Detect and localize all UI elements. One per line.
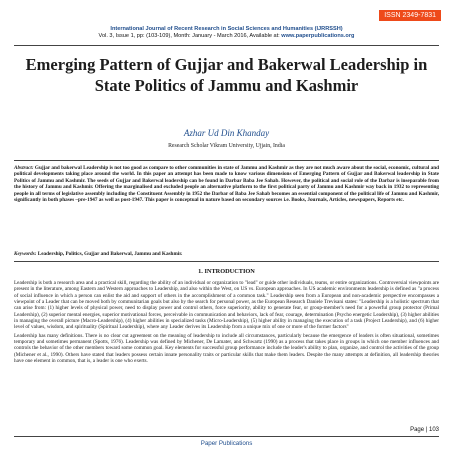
journal-header — [0, 26, 453, 40]
journal-volume-text: Vol. 3, Issue 1, pp: (103-109), Month: January - March 2016, Available at: — [98, 33, 280, 40]
journal-name: International Journal of Recent Research in Social Sciences and Humanities (IJRRSSH) — [110, 26, 343, 32]
keywords-text: Leadership, Politics, Gujjar and Bakerwal, Jammu and Kashmir. — [37, 251, 183, 257]
abstract — [14, 165, 439, 203]
footer-publisher: Paper Publications — [200, 440, 253, 447]
author-affiliation: Research Scholar Vikram University, Ujjain, India — [168, 143, 285, 149]
body-text — [14, 280, 439, 366]
footer-rule — [14, 436, 439, 437]
keywords-label: Keywords: — [14, 251, 37, 257]
abstract-label: Abstract: — [14, 165, 34, 171]
abstract-bottom-rule — [14, 261, 439, 262]
body-paragraph: Leadership is both a research area and a practical skill, regarding the ability of an individual or organization to "lead" or guide other individuals, teams, or entire organizations. Controversial viewpoints are present in the literature, among Eastern and Western approaches to Leadership, and also within the West, on US vs. European approaches. In US academic environments leadership is defined as "a process of social influence in which a person can enlist the aid and support of others in the accomplishment of a common task." Leadership seen from a European and non-academic perspective encompasses a viewpoint of a Leader that can be moved both by communitarian goals but also by the search for personal power, as the European Research Daniele Trevisani states: "Leadership is a holistic spectrum that can arise from: (1) higher levels of physical power, need to display power and control others, force superiority, ability to generate fear, or group-member's need for a powerful group protector (Primal Leadership), (2) superior mental energies, superior motivational forces, perceivable in communication and behaviors, lack of fear, courage, determination (Psycho energetic Leadership), (3) higher abilities in managing the overall picture (Macro-Leadership), (4) higher abilities in specialized tasks (Micro-Leadership), (5) higher ability in managing the execution of a task (Project Leadership), and (6) higher level of values, wisdom, and spirituality (Spiritual Leadership), where any Leader derives its Leadership from a unique mix of one or more of the former factors" — [14, 280, 439, 331]
body-paragraph: Leadership has many definitions. There is no clear cut agreement on the meaning of leadership to include all circumstances, particularly because the emergence of leaders is often situational, sometimes temporary and sometimes permanent (Spotts, 1976). Leadership was defined by Michener, De Lamater, and Schwartz (1990) as a process that takes place in groups in which one member influences and controls the behavior of the other members toward some common goal. Key elements for successful group performance include the leader's ability to plan, organize, and control the activities of the group (Michener et al., 1990). Others have stated that leaders possess certain innate personality traits or particular skills that make them leaders. Despite the many attempts at definition, all leadership theories have one element in common, that is, a leader is one who exerts. — [14, 332, 439, 365]
journal-url-link[interactable]: www.paperpublications.org — [281, 33, 355, 40]
paper-title: Emerging Pattern of Gujjar and Bakerwal Leadership in State Politics of Jammu and Kashmir — [25, 55, 428, 95]
abstract-text: Gujjar and bakerwal Leadership is not too good as compare to other communities in state of Jammu and Kashmir as they are not much aware about the social, economic, cultural and political developments taking place around the world. In this paper an attempt has been made to know various dimensions of Emerging Pattern of Gujjar and Bakerwal leadership in State Politics of Jammu and Kashmir. The seeds of Gujjar and Bakerwal leadership can be found in Darbar Baba Jee Sahab. However, the political and social role of the Darbar is inseparable from the history of Jammu and Kashmir. Offering the marginalised and excluded people an alternative platform to the first political party of Jammu and Kashmir way back in 1932 to representing people in all terms of legislative assembly including the Constituent Assembly in 1952 the Darbar of Baba Jee Sahab becomes an essential component of the political life of Jammu and Kashmir, significantly in both phases –pre-1947 as well as post-1947. This paper is conceptual in nature based on secondary sources i.e. Books, Journals, Articles, newspapers, Reports etc. — [14, 165, 439, 204]
issn-badge: ISSN 2349-7831 — [379, 10, 441, 21]
page-number: Page | 103 — [410, 427, 439, 433]
header-rule — [14, 45, 439, 46]
section-heading: 1. INTRODUCTION — [198, 268, 255, 275]
abstract-top-rule — [14, 160, 439, 161]
journal-volume-line — [0, 33, 453, 40]
keywords — [14, 251, 439, 257]
author-name: Azhar Ud Din Khanday — [183, 128, 270, 138]
